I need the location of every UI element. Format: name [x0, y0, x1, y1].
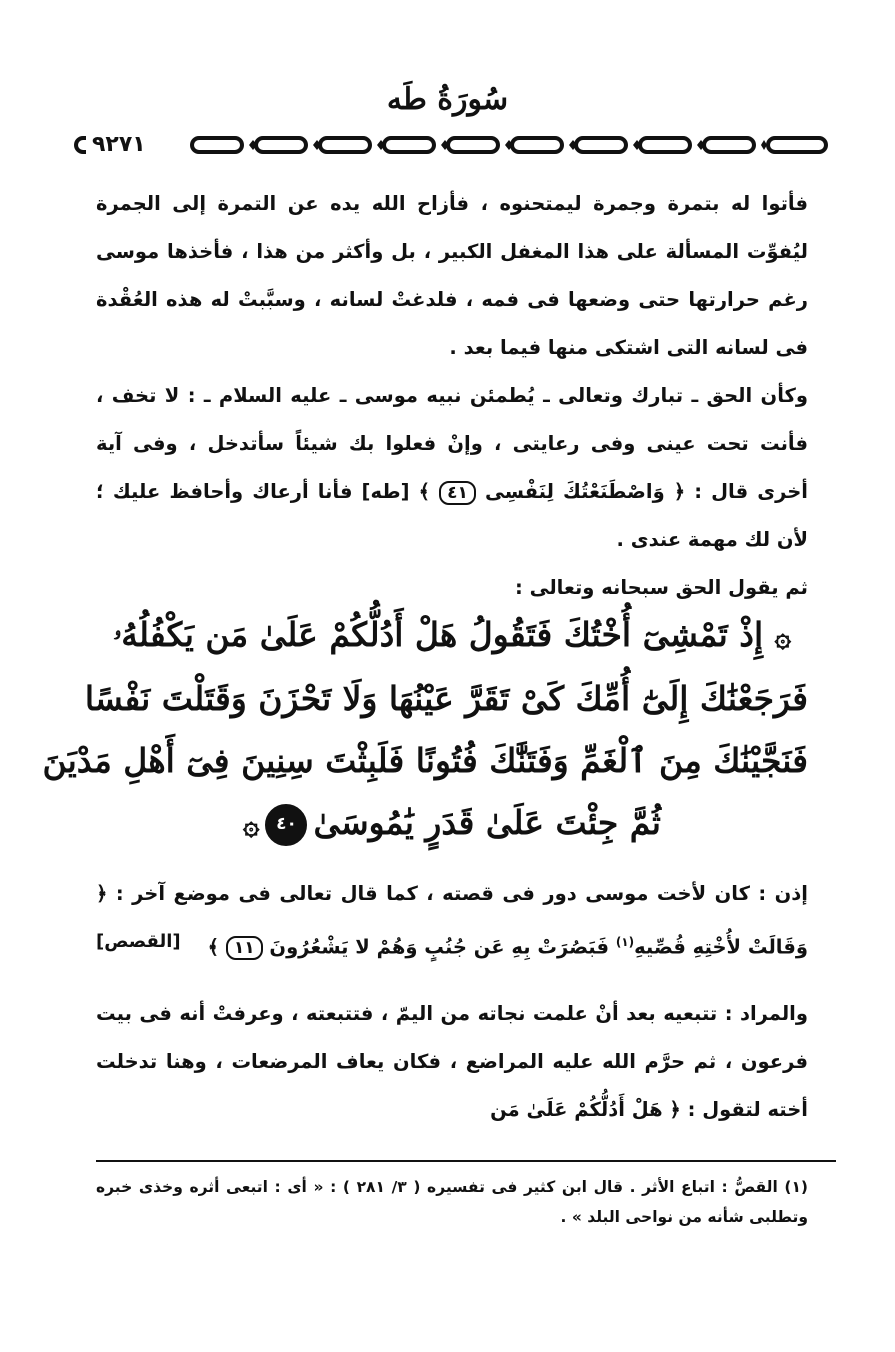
ayah-number-11: ١١ — [226, 936, 263, 960]
paragraph-3: ثم يقول الحق سبحانه وتعالى : — [515, 576, 808, 599]
footnote-marker: (١) — [615, 935, 635, 949]
quote-close: ﴾ — [207, 935, 220, 959]
paragraph-4-text: إذن : كان لأخت موسى دور فى قصته ، كما قال تعالى فى موضع آخر : ﴿ وَقَالَتْ لأُخْتِهِ قُصِّيهِ — [96, 882, 808, 959]
quran-line-4 — [96, 792, 808, 856]
header-ornament-band — [72, 127, 832, 163]
verse-close-ornament-icon: ۞ — [243, 808, 260, 841]
paragraph-2 — [96, 372, 808, 564]
quran-line-3: فَنَجَّيْنَٰكَ مِنَ ٱلْغَمِّ وَفَتَنَّٰكَ فُتُونًا فَلَبِثْتَ سِنِينَ فِىٓ أَهْلِ مَدْيَنَ — [42, 741, 808, 780]
quran-line-2: فَرَجَعْنَٰكَ إِلَىٰٓ أُمِّكَ كَىْ تَقَرَّ عَيْنُهَا وَلَا تَحْزَنَ وَقَتَلْتَ نَفْسًا — [84, 679, 808, 718]
paragraph-4-quote: فَبَصُرَتْ بِهِ عَن جُنُبٍ وَهُمْ لا يَشْعُرُونَ — [269, 935, 610, 959]
verse-open-ornament-icon: ۞ — [774, 620, 792, 653]
footnote-1: (١) القصُّ : اتباع الأثر . قال ابن كثير فى تفسيره ( ٣/ ٢٨١ ) : « أى : اتبعى أثره وخذى خبره وتطلبى شأنه من نواحى البلد » . — [96, 1178, 809, 1226]
quran-line-4-text: ثُمَّ جِئْتَ عَلَىٰ قَدَرٍ يَٰمُوسَىٰ — [313, 803, 661, 842]
paragraph-2-text: وكأن الحق ـ تبارك وتعالى ـ يُطمئن نبيه موسى ـ عليه السلام ـ : لا تخف ، فأنت تحت عينى وفى رعايتى ، وإنْ فعلوا بك شيئاً سأتدخل ، وفى آية أخرى قال : ﴿ وَاصْطَنَعْتُكَ لِنَفْسِى — [96, 384, 808, 503]
paragraph-5: والمراد : تتبعيه بعد أنْ علمت نجاته من اليمّ ، فتتبعته ، وعرفتْ أنه فى بيت فرعون ، ثم حرَّم الله عليه المراضع ، فكان يعاف المرضعات ، وهنا تدخلت أخته لتقول : ﴿ هَلْ أَدُلُّكُمْ عَلَىٰ مَن — [96, 1002, 808, 1121]
paragraph-4 — [96, 870, 808, 972]
quran-line-1-text: إِذْ تَمْشِىٓ أُخْتُكَ فَتَقُولُ هَلْ أَدُلُّكُمْ عَلَىٰ مَن يَكْفُلُهُۥ — [112, 615, 764, 654]
paragraph-1: فأتوا له بتمرة وجمرة ليمتحنوه ، فأزاح الله يده عن التمرة إلى الجمرة ليُفوِّت المسألة على هذا المغفل الكبير ، بل وأكثر من هذا ، فأخذها موسى رغم حرارتها حتى وضعها فى فمه ، فلدغتْ لسانه ، وسبَّبتْ له هذه العُقْدة فى لسانه التى اشتكى منها فيما بعد . — [96, 192, 808, 359]
ayah-number-40: ٤٠ — [265, 804, 307, 846]
quran-line-1 — [96, 604, 808, 668]
ayah-number-41: ٤١ — [439, 481, 476, 505]
quran-verse-block — [42, 604, 808, 856]
footnote-divider — [96, 1160, 836, 1162]
paragraph-2-closing: ﴾ [طه] فأنا أرعاك وأحافظ عليك ؛ لأن لك مهمة عندى . — [96, 480, 808, 551]
page-number: ٩٢٧١ — [86, 130, 152, 160]
surah-reference-qasas: [القصص] — [96, 931, 181, 952]
surah-title: سُورَةُ طَه — [386, 82, 509, 117]
